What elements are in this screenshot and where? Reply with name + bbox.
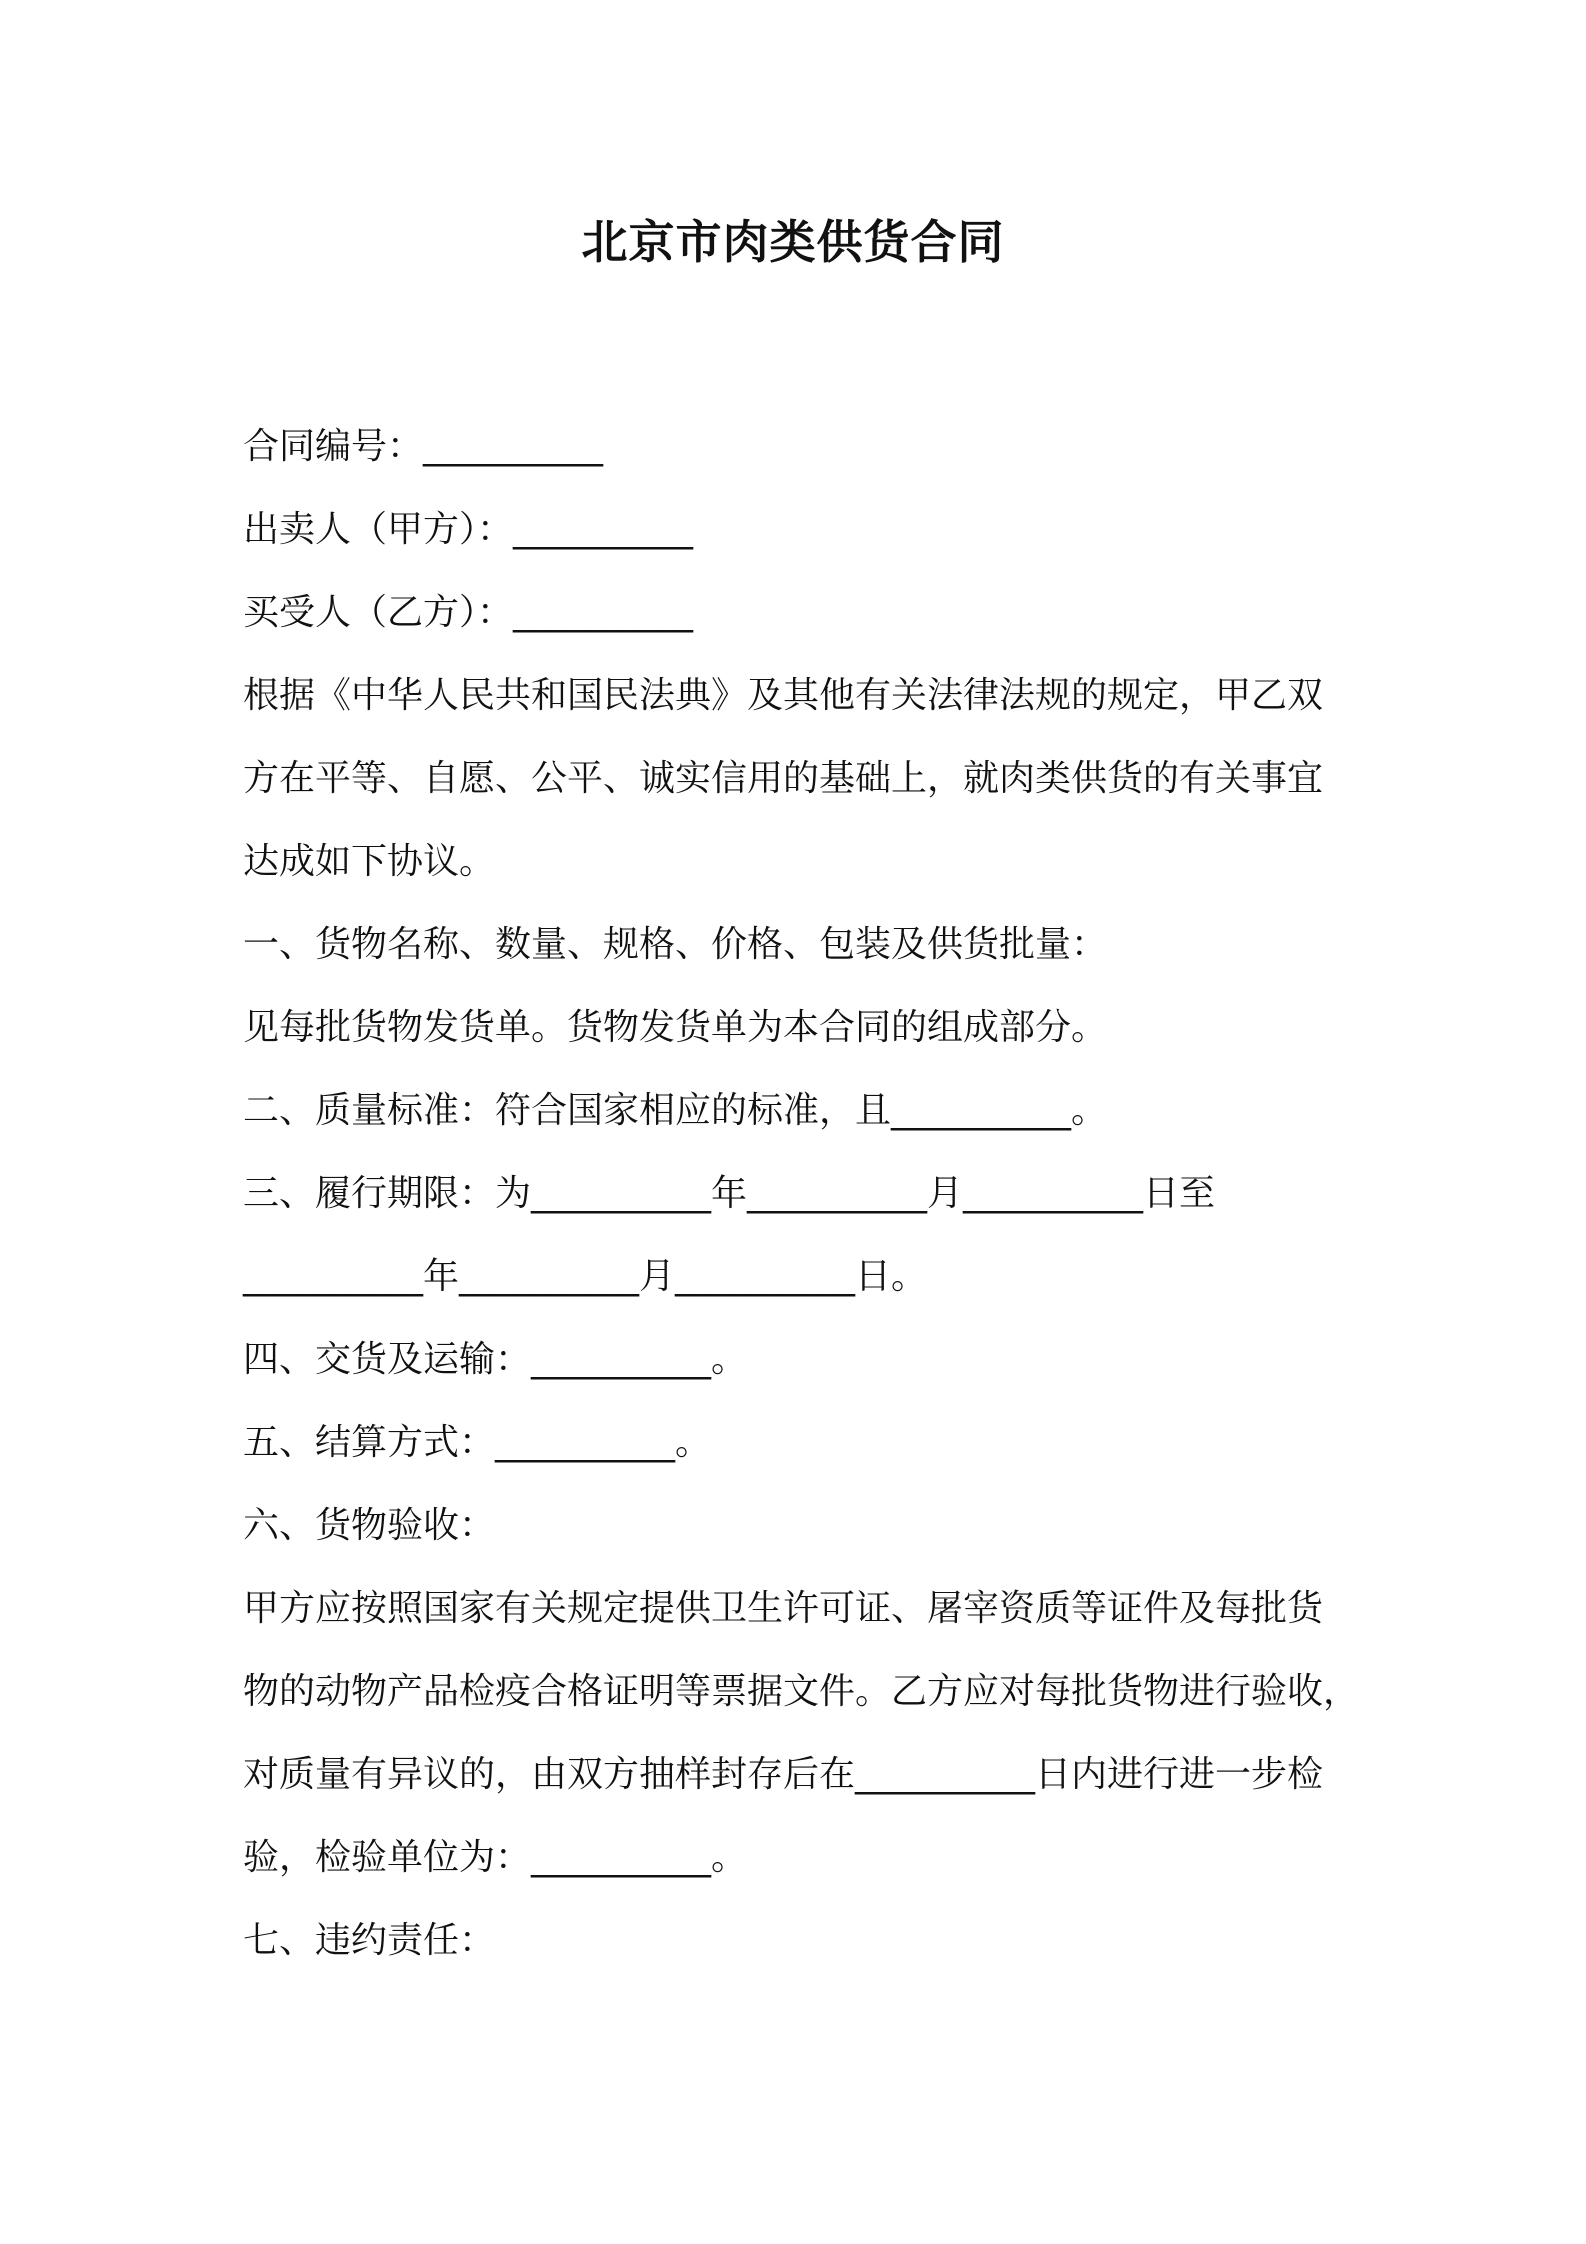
seller-line: 出卖人（甲方）：__________: [243, 509, 694, 550]
section-3-term-line-1: 三、履行期限：为__________年__________月__________日至: [243, 1173, 1216, 1214]
section-6-text-line-2: 物的动物产品检疫合格证明等票据文件。乙方应对每批货物进行验收，: [243, 1671, 1360, 1712]
document-title: 北京市肉类供货合同: [581, 215, 1005, 269]
section-1-text: 见每批货物发货单。货物发货单为本合同的组成部分。: [243, 1007, 1108, 1048]
section-1-heading: 一、货物名称、数量、规格、价格、包装及供货批量：: [243, 924, 1108, 965]
section-6-text-line-3: 对质量有异议的，由双方抽样封存后在__________日内进行进一步检: [243, 1754, 1324, 1795]
section-6-text-line-1: 甲方应按照国家有关规定提供卫生许可证、屠宰资质等证件及每批货: [243, 1588, 1324, 1629]
section-2-quality: 二、质量标准：符合国家相应的标准，且__________。: [243, 1090, 1108, 1131]
section-6-heading: 六、货物验收：: [243, 1505, 496, 1546]
document-body: [243, 405, 1368, 1982]
contract-number-line: 合同编号：__________: [243, 426, 604, 467]
buyer-line: 买受人（乙方）：__________: [243, 592, 694, 633]
section-3-term-line-2: __________年__________月__________日。: [243, 1256, 927, 1297]
section-7-heading: 七、违约责任：: [243, 1920, 496, 1961]
section-4-delivery: 四、交货及运输：__________。: [243, 1339, 748, 1380]
section-6-text-line-4: 验，检验单位为：__________。: [243, 1837, 748, 1878]
preamble-line-2: 方在平等、自愿、公平、诚实信用的基础上，就肉类供货的有关事宜: [243, 758, 1324, 799]
preamble-line-1: 根据《中华人民共和国民法典》及其他有关法律法规的规定，甲乙双: [243, 675, 1324, 716]
preamble-line-3: 达成如下协议。: [243, 841, 496, 882]
section-5-settlement: 五、结算方式：__________。: [243, 1422, 712, 1463]
